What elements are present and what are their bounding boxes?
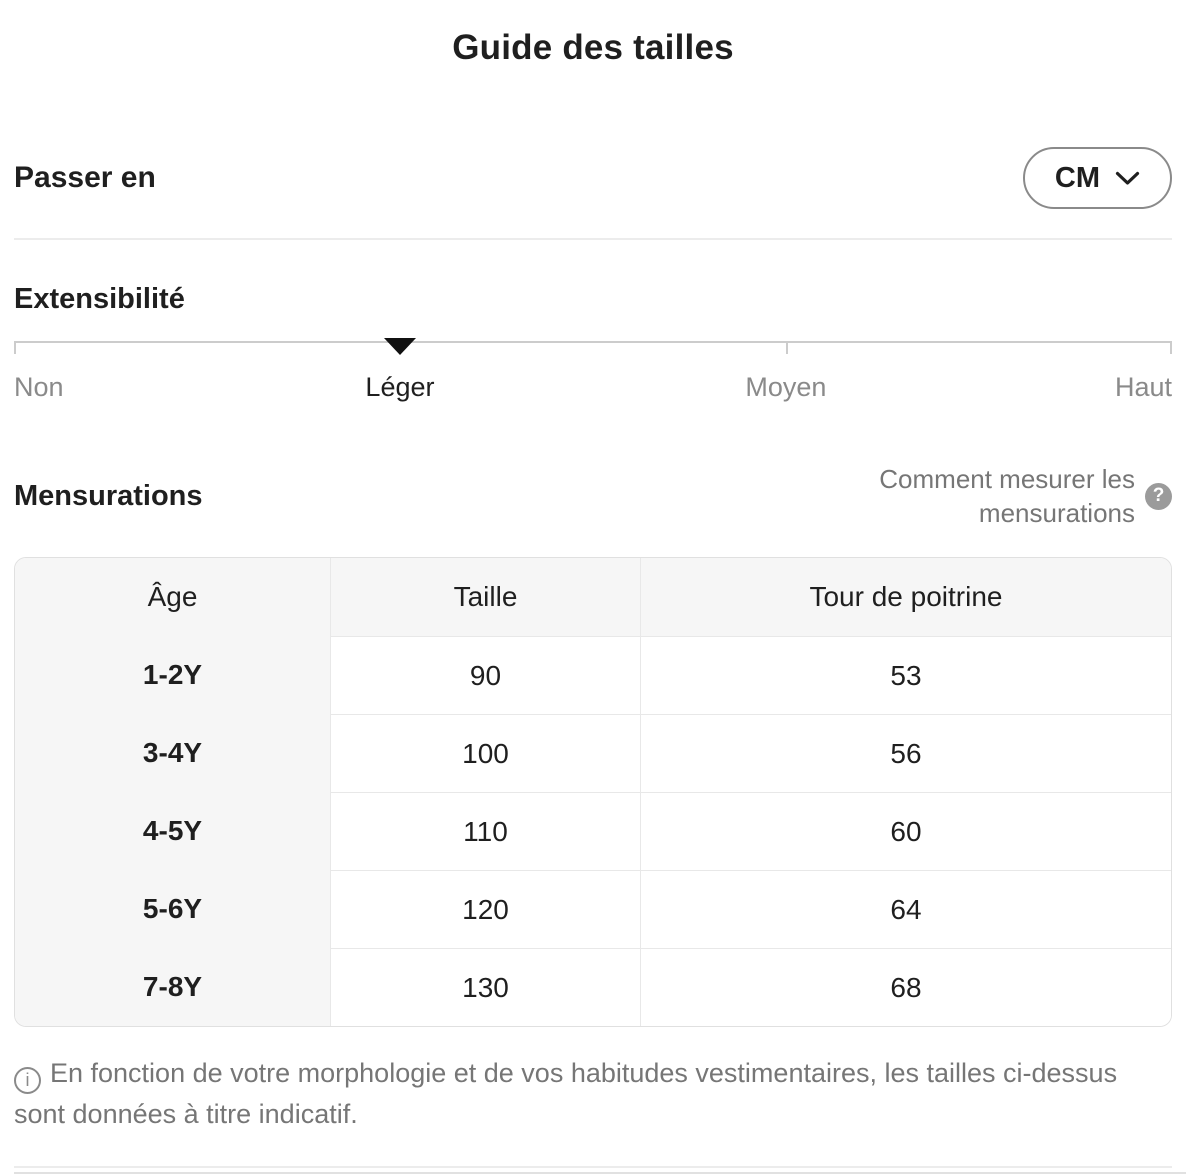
- page-title: Guide des tailles: [452, 28, 734, 67]
- measurements-header-row: [14, 462, 1172, 530]
- table-cell-age: 5-6Y: [15, 870, 330, 948]
- table-cell-tour: 56: [640, 714, 1171, 792]
- unit-switch-row: [14, 147, 1172, 209]
- table-cell-tour: 60: [640, 792, 1171, 870]
- table-cell-taille: 110: [330, 792, 640, 870]
- chevron-down-icon: [1115, 171, 1140, 186]
- table-cell-age: 1-2Y: [15, 636, 330, 714]
- table-cell-taille: 90: [330, 636, 640, 714]
- stretch-indicator: [14, 341, 1172, 407]
- sizing-disclaimer-text: En fonction de votre morphologie et de vos habitudes vestimentaires, les tailles ci-dessus sont données à titre indicatif.: [14, 1058, 1118, 1129]
- stretch-option-non: Non: [14, 372, 64, 402]
- table-cell-age: 3-4Y: [15, 714, 330, 792]
- table-cell-tour: 53: [640, 636, 1171, 714]
- stretch-tick: [786, 343, 788, 354]
- stretch-tick: [14, 343, 16, 354]
- stretch-slider-track: [14, 341, 1172, 343]
- table-cell-tour: 64: [640, 870, 1171, 948]
- question-mark-icon: ?: [1145, 483, 1172, 510]
- stretch-option-moyen: Moyen: [745, 372, 827, 402]
- column-header-taille: Taille: [330, 558, 640, 636]
- divider: [14, 1166, 1172, 1168]
- table-cell-taille: 120: [330, 870, 640, 948]
- measurements-heading: Mensurations: [14, 480, 203, 512]
- measure-help-text: Comment mesurer les mensurations: [879, 464, 1135, 528]
- size-table: [14, 557, 1172, 1027]
- stretch-level-marker-icon: [384, 338, 416, 355]
- stretch-tick: [1170, 343, 1172, 354]
- column-header-tour-de-poitrine: Tour de poitrine: [640, 558, 1171, 636]
- unit-value: CM: [1054, 161, 1100, 194]
- table-cell-tour: 68: [640, 948, 1171, 1026]
- table-cell-taille: 130: [330, 948, 640, 1026]
- table-cell-taille: 100: [330, 714, 640, 792]
- unit-toggle-button[interactable]: [1023, 147, 1172, 209]
- unit-switch-label: Passer en: [14, 161, 156, 194]
- stretch-heading: Extensibilité: [14, 283, 185, 315]
- info-icon: i: [14, 1067, 41, 1094]
- column-header-age: Âge: [15, 558, 330, 636]
- divider: [14, 238, 1172, 240]
- stretch-option-haut: Haut: [1114, 372, 1172, 402]
- stretch-option-leger: Léger: [365, 372, 435, 402]
- table-cell-age: 4-5Y: [15, 792, 330, 870]
- sizing-disclaimer: [14, 1053, 1172, 1134]
- measure-help-link[interactable]: [863, 462, 1172, 530]
- table-cell-age: 7-8Y: [15, 948, 330, 1026]
